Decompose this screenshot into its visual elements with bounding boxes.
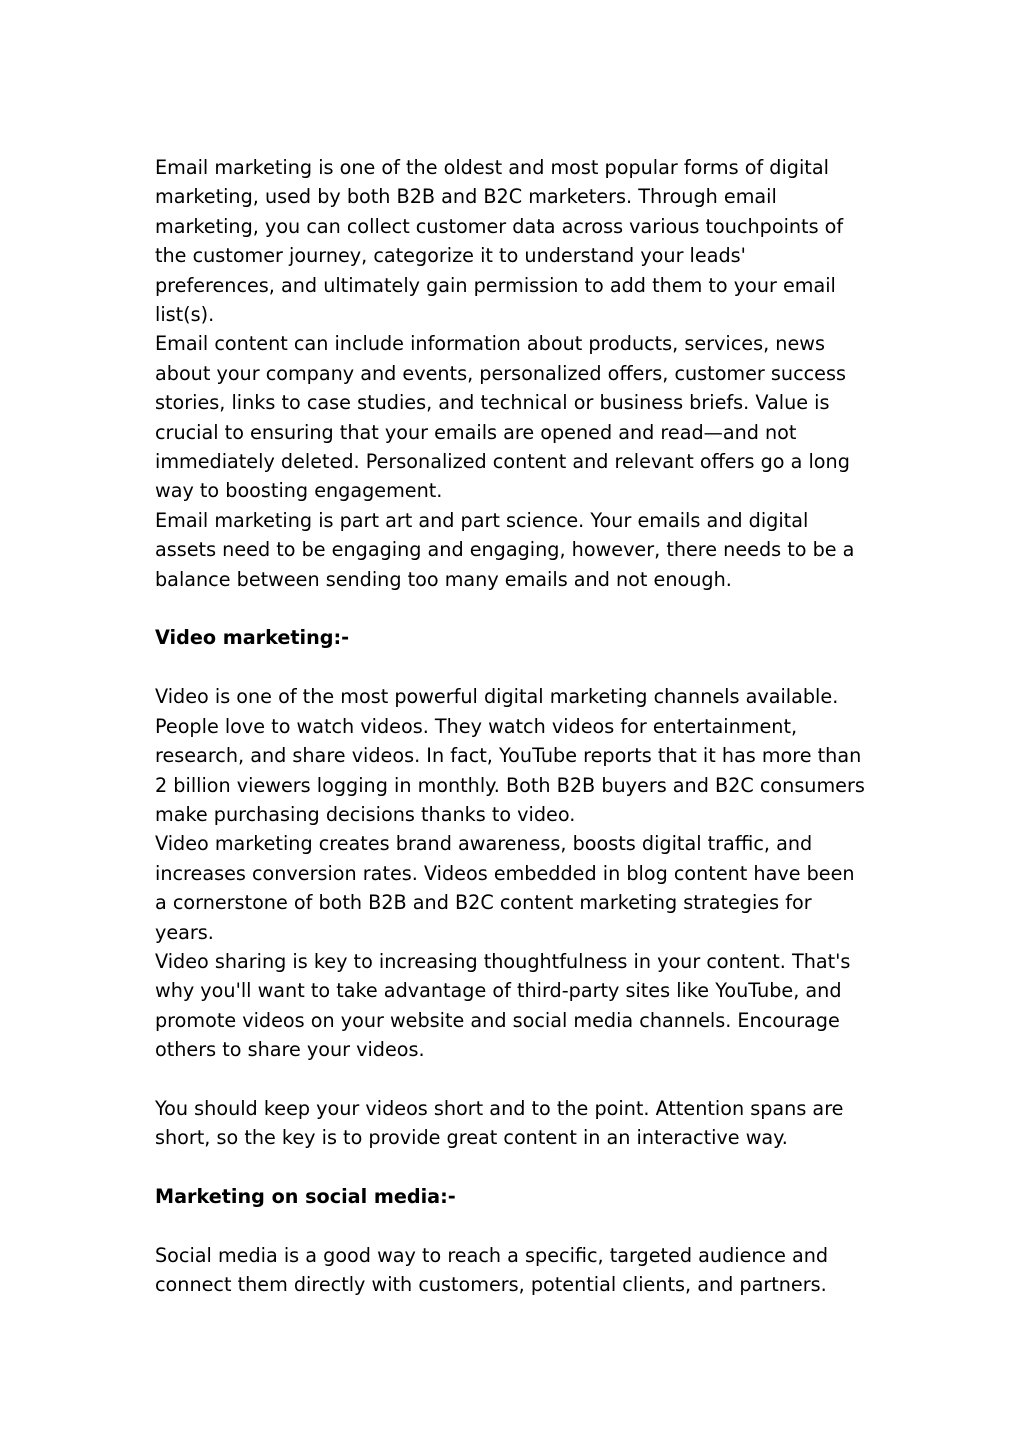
paragraph-video-short: You should keep your videos short and to the point. Attention spans are short, so the key is to provide great content in an interactive way. (155, 1096, 844, 1150)
heading-video-marketing: Video marketing:- (155, 626, 350, 650)
document-body (155, 153, 870, 1300)
spacer (155, 653, 870, 682)
paragraph-email-art-science: Email marketing is part art and part science. Your emails and digital assets need to be engaging and engaging, however, there needs to be a balance between sending too many emails and not enough. (155, 508, 855, 591)
spacer (155, 594, 870, 623)
spacer (155, 1153, 870, 1182)
paragraph-email-content: Email content can include information about products, services, news about your company and events, personalized offers, customer success stories, links to case studies, and technical or business briefs. Value is crucial to ensuring that your emails are opened and read—and not immediately deleted. Personalized content and relevant offers go a long way to boosting engagement. (155, 332, 850, 503)
paragraph-email-intro: Email marketing is one of the oldest and most popular forms of digital marketing, used by both B2B and B2C marketers. Through email marketing, you can collect customer data across various touchpoints of the customer journey, categorize it to understand your leads' preferences, and ultimately gain permission to add them to your email list(s). (155, 156, 844, 327)
paragraph-video-intro: Video is one of the most powerful digital marketing channels available. People love to watch videos. They watch videos for entertainment, research, and share videos. In fact, YouTube reports that it has more than 2 billion viewers logging in monthly. Both B2B buyers and B2C consumers make purchasing decisions thanks to video. (155, 685, 865, 826)
paragraph-social-intro: Social media is a good way to reach a specific, targeted audience and connect them directly with customers, potential clients, and partners. (155, 1243, 829, 1297)
paragraph-video-sharing: Video sharing is key to increasing thoughtfulness in your content. That's why you'll want to take advantage of third-party sites like YouTube, and promote videos on your website and social media channels. Encourage others to share your videos. (155, 949, 851, 1062)
spacer (155, 1212, 870, 1241)
heading-social-media: Marketing on social media:- (155, 1185, 456, 1209)
spacer (155, 1065, 870, 1094)
paragraph-video-awareness: Video marketing creates brand awareness, boosts digital traffic, and increases conversion rates. Videos embedded in blog content have been a cornerstone of both B2B and B2C content marketing strategies for years. (155, 832, 855, 944)
